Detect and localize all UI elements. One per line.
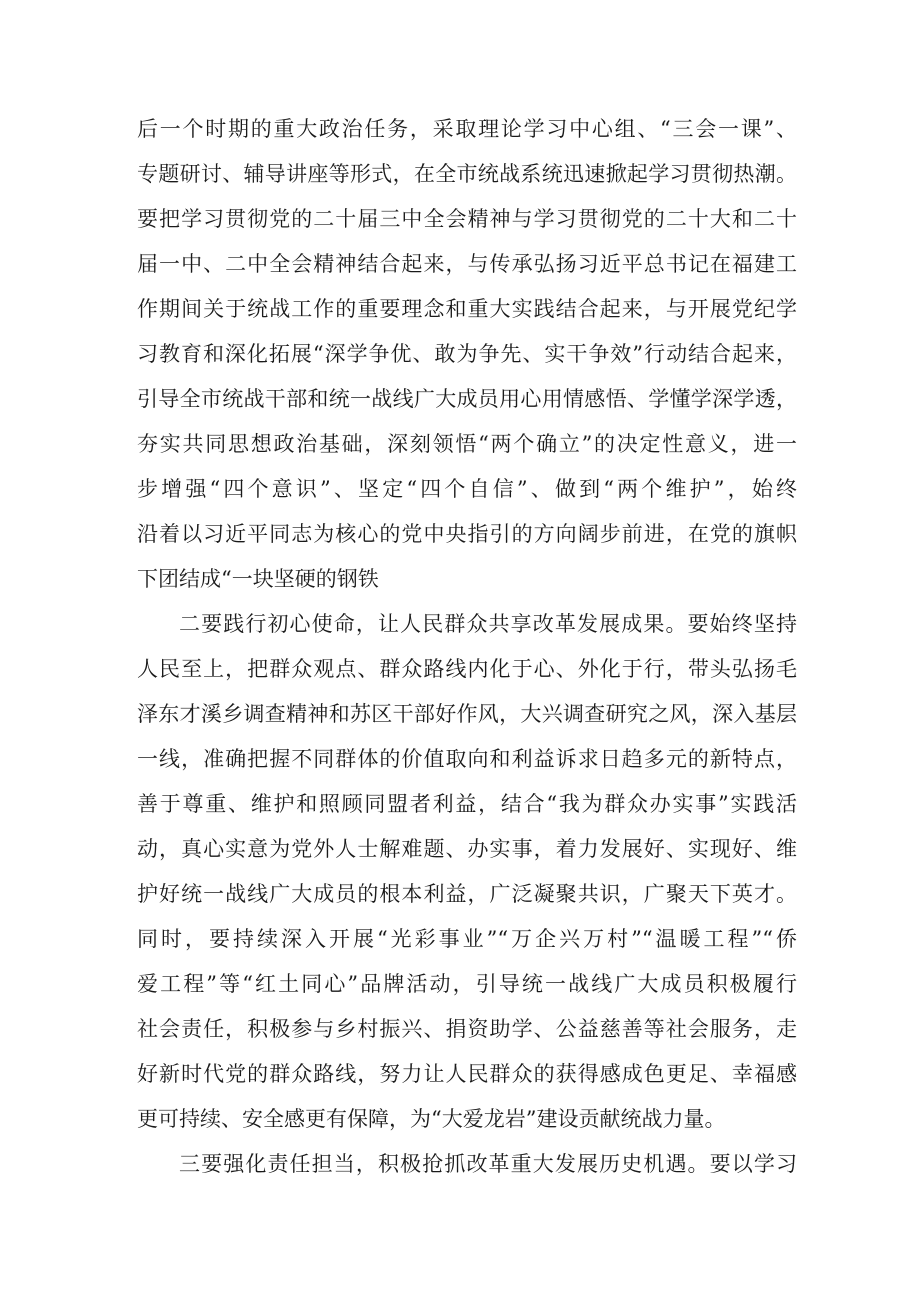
text-line-paragraph-end: 更可持续、安全感更有保障，为“大爱龙岩”建设贡献统战力量。 bbox=[137, 1107, 726, 1131]
text-line: 沿着以习近平同志为核心的党中央指引的方向阔步前进，在党的旗帜 bbox=[137, 522, 797, 546]
text-line: 泽东才溪乡调查精神和苏区干部好作风，大兴调查研究之风，深入基层 bbox=[137, 702, 797, 726]
text-line: 夯实共同思想政治基础，深刻领悟“两个确立”的决定性意义，进一 bbox=[137, 432, 797, 456]
text-line: 届一中、二中全会精神结合起来，与传承弘扬习近平总书记在福建工 bbox=[137, 252, 797, 276]
text-line: 护好统一战线广大成员的根本利益，广泛凝聚共识，广聚天下英才。 bbox=[137, 882, 797, 906]
text-line-paragraph-end: 下团结成“一块坚硬的钢铁 bbox=[137, 567, 379, 591]
text-line: 同时，要持续深入开展“光彩事业”“万企兴万村”“温暖工程”“侨 bbox=[137, 927, 797, 951]
text-line: 一线，准确把握不同群体的价值取向和利益诉求日趋多元的新特点， bbox=[137, 747, 797, 771]
text-line: 习教育和深化拓展“深学争优、敢为争先、实干争效”行动结合起来， bbox=[137, 342, 797, 366]
text-line: 要把学习贯彻党的二十届三中全会精神与学习贯彻党的二十大和二十 bbox=[137, 207, 797, 231]
text-line: 动，真心实意为党外人士解难题、办实事，着力发展好、实现好、维 bbox=[137, 837, 797, 861]
text-line: 作期间关于统战工作的重要理念和重大实践结合起来，与开展党纪学 bbox=[137, 297, 797, 321]
text-line: 人民至上，把群众观点、群众路线内化于心、外化于行，带头弘扬毛 bbox=[137, 657, 797, 681]
text-line: 社会责任，积极参与乡村振兴、捐资助学、公益慈善等社会服务，走 bbox=[137, 1017, 797, 1041]
text-line: 专题研讨、辅导讲座等形式，在全市统战系统迅速掀起学习贯彻热潮。 bbox=[137, 162, 797, 186]
text-line: 好新时代党的群众路线，努力让人民群众的获得感成色更足、幸福感 bbox=[137, 1062, 797, 1086]
text-line: 步增强“四个意识”、坚定“四个自信”、做到“两个维护”，始终 bbox=[137, 477, 797, 501]
text-line: 善于尊重、维护和照顾同盟者利益，结合“我为群众办实事”实践活 bbox=[137, 792, 797, 816]
text-line-paragraph-start: 三要强化责任担当，积极抢抓改革重大发展历史机遇。要以学习 bbox=[179, 1152, 797, 1176]
document-body bbox=[137, 107, 797, 1187]
text-line: 引导全市统战干部和统一战线广大成员用心用情感悟、学懂学深学透， bbox=[137, 387, 797, 411]
text-line: 爱工程”等“红土同心”品牌活动，引导统一战线广大成员积极履行 bbox=[137, 972, 797, 996]
text-line: 后一个时期的重大政治任务，采取理论学习中心组、“三会一课”、 bbox=[137, 117, 797, 141]
text-line-paragraph-start: 二要践行初心使命，让人民群众共享改革发展成果。要始终坚持 bbox=[179, 612, 797, 636]
